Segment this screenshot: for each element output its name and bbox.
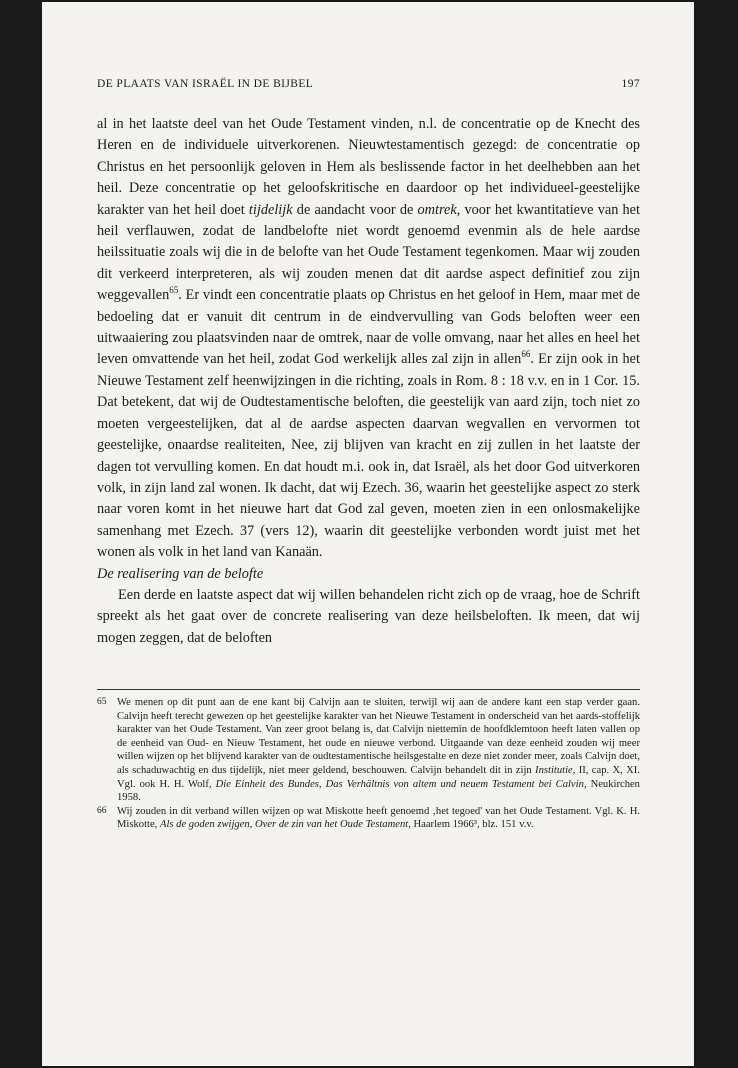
paragraph-2: Een derde en laatste aspect dat wij willen behandelen richt zich op de vraag, hoe de Schrift spreekt als het gaat over de concrete realisering van deze heilsbeloften. Ik meen, dat wij mogen zeggen, dat de beloften xyxy=(97,586,640,646)
book-page xyxy=(42,2,694,1066)
emphasis-omtrek: omtrek, xyxy=(417,201,461,218)
paragraph-1: al in het laatste deel van het Oude Testament vinden, n.l. de concentratie op de Knecht des Heren en de individuele uitverkorenen. Nieuwtestamentisch gezegd: de concentratie op Christus en het persoonlijk geloven in Hem als beslissende factor in het deelhebben aan het heil. Deze concentratie op het geloofskritische en daardoor op het individueel-geestelijke karakter van het heil doet tijdelijk de aandacht voor de omtrek, voor het kwantitatieve van het heil verflauwen, zodat de landbelofte niet wordt genoemd evenmin als de hele aardse heilssituatie zoals wij die in de belofte van het Oude Testament tegenkomen. Maar wij zouden dit verkeerd interpreteren, als wij zouden menen dat dit aardse aspect definitief zou zijn weggevallen$^{65}$. Er vindt een concentratie plaats op Christus en het geloof in Hem, maar met de bedoeling dat er vanuit dit centrum in de eindvervulling van Gods beloften weer een uitwaaiering zou plaatsvinden naar de omtrek, naar de volle omvang, naar het alles en heel het leven omvattende van het heil, zodat God werkelijk alles zal zijn in allen$^{66}$. Er zijn ook in het Nieuwe Testament zelf heenwijzingen in die richting, zoals in Rom. 8 : 18 v.v. en in 1 Cor. 15. Dat betekent, dat wij de Oudtestamentische beloften, die geestelijk van aard zijn, toch niet zo moeten vergeestelijken, dat al de aardse aspecten daarvan wegvallen en vervormen tot geestelijke, onaardse realiteiten, Nee, zij blijven van kracht en zij zullen in het laatste der dagen tot vervulling komen. En dat houdt m.i. ook in, dat Israël, als het door God uitverkoren volk, in zijn land zal wonen. Ik dacht, dat wij Ezech. 36, waarin het geestelijke aspect zo sterk naar voren komt in het nieuwe hart dat God zal geven, moeten zien in een onlosmakelijke samenhang met Ezech. 37 (vers 12), waarin dit geestelijke verbonden wordt juist met het wonen als volk in het land van Kanaän. xyxy=(97,116,640,561)
footnote-ref-66[interactable]: 66 xyxy=(521,349,531,360)
footnote-65 xyxy=(97,696,640,805)
footnote-number: 66 xyxy=(97,805,107,816)
footnote-66 xyxy=(97,805,640,832)
footnote-ref-65[interactable]: 65 xyxy=(169,285,179,296)
emphasis-tijdelijk: tijdelijk xyxy=(248,201,293,218)
footnote-text: We menen op dit punt aan de ene kant bij Calvijn aan te sluiten, terwijl wij aan de andere kant een stap verder gaan. Calvijn heeft terecht gewezen op het geestelijke karakter van het Nieuwe Testament in onderscheid van het aards-stoffelijk karakter van het Oude Testament. Van zeer groot belang is, dat Calvijn niettemin de hoofdklemtoon heeft laten vallen op de eenheid van Oud- en Nieuw Testament, het oude en nieuwe verbond. Uitgaande van deze eenheid zouden wij meer willen wijzen op het blijvend karakter van de oudtestamentische heilsgestalte en deze niet zonder meer, zoals Calvijn doet, als schaduwachtig en dus tijdelijk, niet meer geldend, beschouwen. Calvijn behandelt dit in zijn Institutie, II, cap. X, XI. Vgl. ook H. H. Wolf, Die Einheit des Bundes, Das Verhältnis von altem und neuem Testament bei Calvin, Neukirchen 1958. xyxy=(117,697,640,804)
main-text xyxy=(97,114,640,649)
page-number: 197 xyxy=(621,78,640,90)
section-heading: De realisering van de belofte xyxy=(97,565,264,582)
footnote-number: 65 xyxy=(97,697,107,707)
footnotes xyxy=(97,689,640,832)
running-title: DE PLAATS VAN ISRAËL IN DE BIJBEL xyxy=(97,78,314,90)
footnote-text: Wij zouden in dit verband willen wijzen op wat Miskotte heeft genoemd ‚het tegoed' van het Oude Testament. Vgl. K. H. Miskotte, Als de goden zwijgen, Over de zin van het Oude Testament, Haarlem 1966³, blz. 151 v.v. xyxy=(117,805,640,831)
